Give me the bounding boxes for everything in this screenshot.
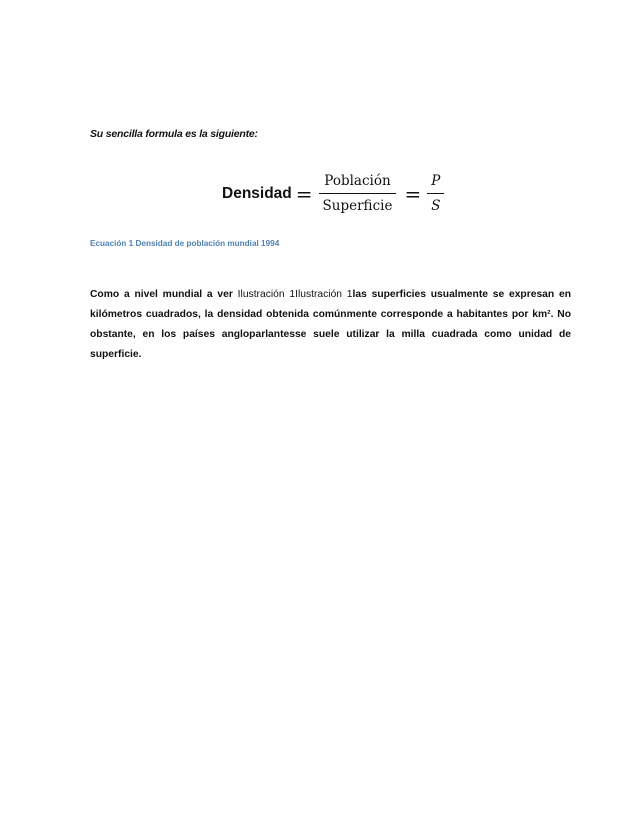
equation-caption: Ecuación 1 Densidad de población mundial 1994 <box>90 239 280 248</box>
paragraph-part-1: Como a nivel mundial a ver <box>90 289 238 300</box>
density-equation <box>222 170 444 218</box>
intro-text: Su sencilla formula es la siguiente: <box>90 128 258 140</box>
equation-label: Densidad <box>222 185 292 202</box>
equals-sign: = <box>295 182 313 206</box>
variable-denominator: S <box>431 198 441 214</box>
fraction-numerator: Población <box>324 172 391 189</box>
paragraph-part-3: las superficies usualmente se expresan en kilómetros cuadrados, la densidad obtenida comúnmente corresponde a habitantes por km². No obstante, en los países angloparlantesse suele utilizar la milla cuadrada como unidad de superficie. <box>90 289 571 360</box>
fraction-variables <box>427 172 444 214</box>
equals-sign-second: = <box>404 182 422 206</box>
body-paragraph <box>90 285 571 365</box>
fraction-denominator: Superficie <box>322 198 393 214</box>
variable-numerator: P <box>431 172 441 189</box>
figure-reference-link[interactable]: Ilustración 1Ilustración 1 <box>237 289 353 300</box>
fraction-words <box>319 172 397 214</box>
